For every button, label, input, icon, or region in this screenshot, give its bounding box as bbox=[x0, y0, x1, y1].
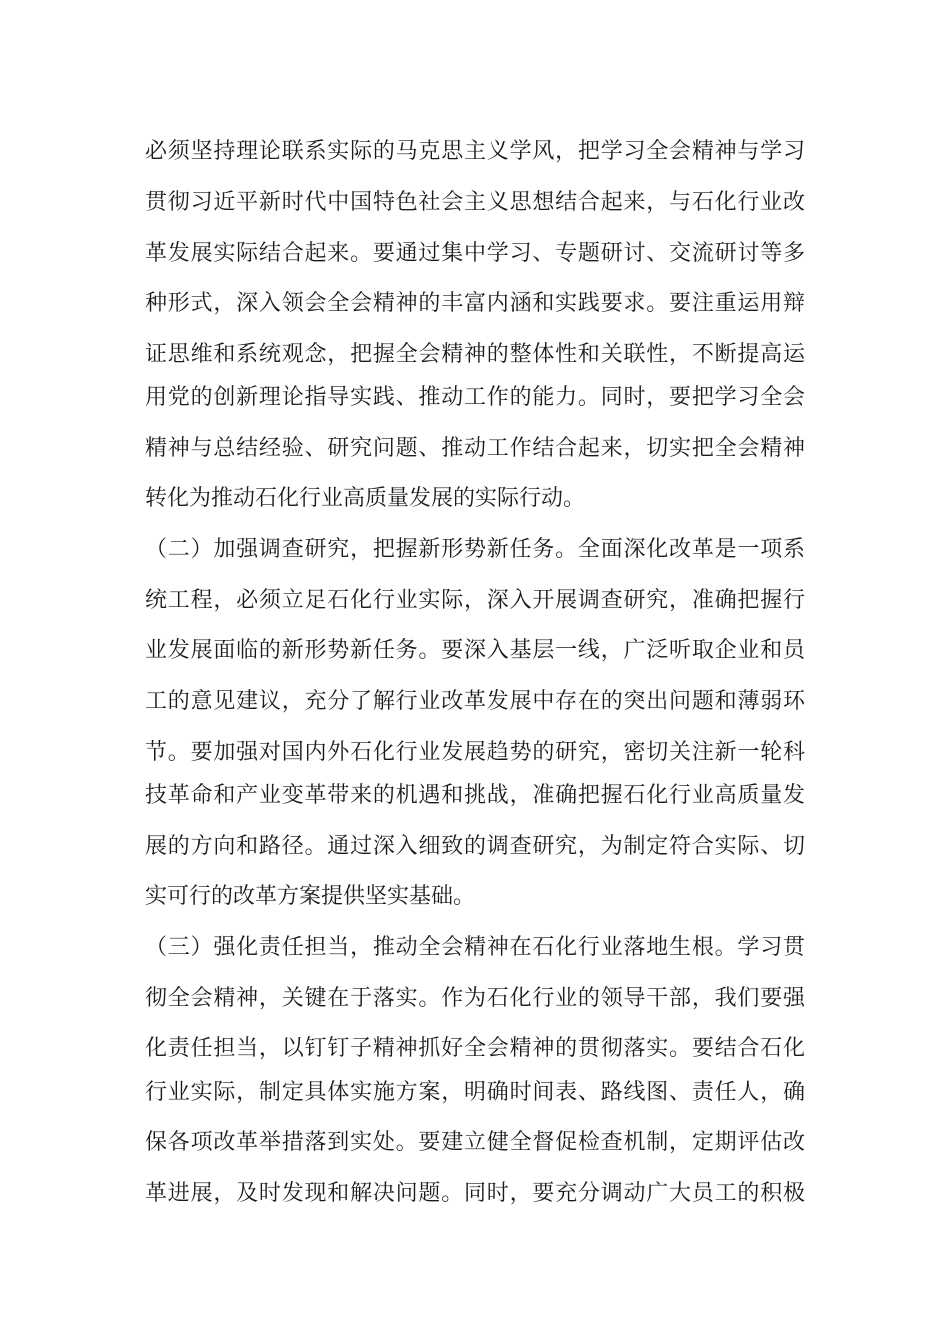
paragraph-2-line: 技革命和产业变革带来的机遇和挑战，准确把握石化行业高质量发 bbox=[145, 783, 805, 808]
paragraph-3-line: 保各项改革举措落到实处。要建立健全督促检查机制，定期评估改 bbox=[145, 1130, 805, 1155]
paragraph-1-line: 必须坚持理论联系实际的马克思主义学风，把学习全会精神与学习 bbox=[145, 139, 805, 164]
paragraph-2-line: 业发展面临的新形势新任务。要深入基层一线，广泛听取企业和员 bbox=[145, 638, 805, 663]
paragraph-1-line: 证思维和系统观念，把握全会精神的整体性和关联性，不断提高运 bbox=[145, 342, 805, 367]
paragraph-1-line: 用党的创新理论指导实践、推动工作的能力。同时，要把学习全会 bbox=[145, 385, 805, 410]
paragraph-1-line: 转化为推动石化行业高质量发展的实际行动。 bbox=[145, 486, 586, 511]
paragraph-2-line: 统工程，必须立足石化行业实际，深入开展调查研究，准确把握行 bbox=[145, 588, 805, 613]
paragraph-3-line: 化责任担当，以钉钉子精神抓好全会精神的贯彻落实。要结合石化 bbox=[145, 1036, 805, 1061]
paragraph-2-line: 展的方向和路径。通过深入细致的调查研究，为制定符合实际、切 bbox=[145, 834, 805, 859]
paragraph-2-line: （二）加强调查研究，把握新形势新任务。全面深化改革是一项系 bbox=[145, 537, 805, 562]
paragraph-3-line: 行业实际，制定具体实施方案，明确时间表、路线图、责任人，确 bbox=[145, 1080, 805, 1105]
paragraph-2-line: 实可行的改革方案提供坚实基础。 bbox=[145, 884, 476, 909]
paragraph-2-line: 节。要加强对国内外石化行业发展趋势的研究，密切关注新一轮科 bbox=[145, 740, 805, 765]
paragraph-1-line: 种形式，深入领会全会精神的丰富内涵和实践要求。要注重运用辩 bbox=[145, 291, 805, 316]
paragraph-3-line: 革进展，及时发现和解决问题。同时，要充分调动广大员工的积极 bbox=[145, 1181, 805, 1206]
paragraph-1-line: 精神与总结经验、研究问题、推动工作结合起来，切实把全会精神 bbox=[145, 436, 805, 461]
paragraph-1-line: 革发展实际结合起来。要通过集中学习、专题研讨、交流研讨等多 bbox=[145, 241, 805, 266]
paragraph-2-line: 工的意见建议，充分了解行业改革发展中存在的突出问题和薄弱环 bbox=[145, 689, 805, 714]
paragraph-3-line: （三）强化责任担当，推动全会精神在石化行业落地生根。学习贯 bbox=[145, 935, 805, 960]
paragraph-1-line: 贯彻习近平新时代中国特色社会主义思想结合起来，与石化行业改 bbox=[145, 190, 805, 215]
paragraph-3-line: 彻全会精神，关键在于落实。作为石化行业的领导干部，我们要强 bbox=[145, 986, 805, 1011]
